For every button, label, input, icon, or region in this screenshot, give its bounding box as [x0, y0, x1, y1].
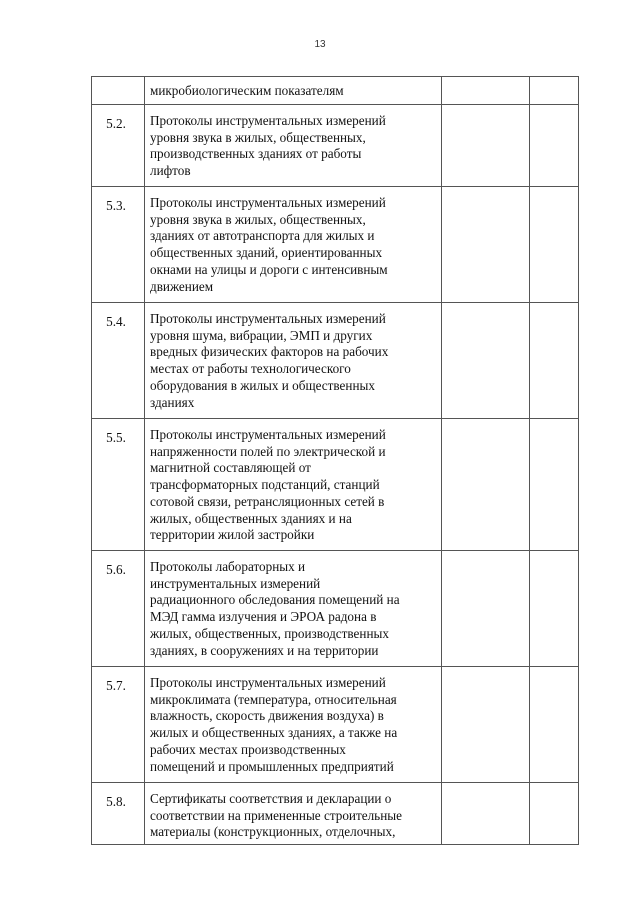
description-line: Протоколы инструментальных измерений	[150, 113, 386, 128]
description-line: окнами на улицы и дороги с интенсивным	[150, 261, 388, 277]
empty-cell-a	[442, 303, 530, 419]
description-line: помещений и промышленных предприятий	[150, 758, 394, 774]
empty-cell-b	[530, 303, 579, 419]
description-line: соответствии на примененные строительные	[150, 807, 402, 823]
description-line: напряженности полей по электрической и	[150, 443, 386, 459]
description-line: влажность, скорость движения воздуха) в	[150, 708, 384, 724]
table-row	[92, 783, 579, 845]
row-description	[145, 667, 442, 783]
description-line: уровня звука в жилых, общественных,	[150, 129, 366, 145]
description-line: уровня звука в жилых, общественных,	[150, 211, 366, 227]
row-description	[145, 303, 442, 419]
description-line: Протоколы лабораторных и	[150, 559, 306, 574]
row-number: 5.6.	[92, 551, 145, 667]
description-line: общественных зданий, ориентированных	[150, 245, 383, 261]
description-line: микроклимата (температура, относительная	[150, 691, 397, 707]
empty-cell-b	[530, 187, 579, 303]
row-number: 5.4.	[92, 303, 145, 419]
empty-cell-b	[530, 667, 579, 783]
description-line: материалы (конструкционных, отделочных,	[150, 824, 396, 840]
empty-cell-b	[530, 783, 579, 845]
description-line: зданиях	[150, 394, 195, 410]
description-line: МЭД гамма излучения и ЭРОА радона в	[150, 609, 377, 625]
description-line: магнитной составляющей от	[150, 460, 311, 476]
description-line: жилых, общественных, производственных	[150, 625, 389, 641]
table-row	[92, 667, 579, 783]
empty-cell-a	[442, 667, 530, 783]
empty-cell-a	[442, 419, 530, 551]
description-line: рабочих местах производственных	[150, 741, 346, 757]
row-description	[145, 551, 442, 667]
row-description	[145, 419, 442, 551]
requirements-table	[91, 76, 579, 845]
description-line: Сертификаты соответствия и декларации о	[150, 791, 392, 806]
row-description	[145, 187, 442, 303]
page-number: 13	[314, 39, 326, 50]
description-line: лифтов	[150, 163, 191, 179]
empty-cell-a	[442, 187, 530, 303]
row-description	[145, 77, 442, 105]
table-row	[92, 105, 579, 187]
row-number: 5.8.	[92, 783, 145, 845]
description-line: уровня шума, вибрации, ЭМП и других	[150, 327, 373, 343]
row-number: 5.5.	[92, 419, 145, 551]
row-number: 5.7.	[92, 667, 145, 783]
description-line: трансформаторных подстанций, станций	[150, 477, 380, 493]
description-line: микробиологическим показателям	[150, 83, 344, 98]
row-number: 5.3.	[92, 187, 145, 303]
table-row	[92, 187, 579, 303]
empty-cell-b	[530, 105, 579, 187]
description-line: зданиях от автотранспорта для жилых и	[150, 228, 375, 244]
description-line: территории жилой застройки	[150, 527, 315, 543]
table-row	[92, 77, 579, 105]
empty-cell-b	[530, 551, 579, 667]
description-line: инструментальных измерений	[150, 575, 321, 591]
description-line: зданиях, в сооружениях и на территории	[150, 642, 379, 658]
empty-cell-a	[442, 77, 530, 105]
description-line: движением	[150, 278, 214, 294]
description-line: вредных физических факторов на рабочих	[150, 344, 389, 360]
description-line: производственных зданиях от работы	[150, 146, 362, 162]
row-description	[145, 105, 442, 187]
empty-cell-a	[442, 105, 530, 187]
table-row	[92, 419, 579, 551]
description-line: Протоколы инструментальных измерений	[150, 675, 386, 690]
empty-cell-b	[530, 77, 579, 105]
description-line: радиационного обследования помещений на	[150, 592, 400, 608]
row-number	[92, 77, 145, 105]
empty-cell-a	[442, 551, 530, 667]
empty-cell-b	[530, 419, 579, 551]
table-body	[92, 77, 579, 845]
row-description	[145, 783, 442, 845]
description-line: Протоколы инструментальных измерений	[150, 427, 386, 442]
empty-cell-a	[442, 783, 530, 845]
description-line: Протоколы инструментальных измерений	[150, 195, 386, 210]
description-line: сотовой связи, ретрансляционных сетей в	[150, 493, 385, 509]
description-line: Протоколы инструментальных измерений	[150, 311, 386, 326]
description-line: жилых и общественных зданиях, а также на	[150, 725, 398, 741]
row-number: 5.2.	[92, 105, 145, 187]
description-line: оборудования в жилых и общественных	[150, 377, 375, 393]
description-line: жилых, общественных зданиях и на	[150, 510, 352, 526]
description-line: местах от работы технологического	[150, 361, 351, 377]
table-row	[92, 551, 579, 667]
table-row	[92, 303, 579, 419]
